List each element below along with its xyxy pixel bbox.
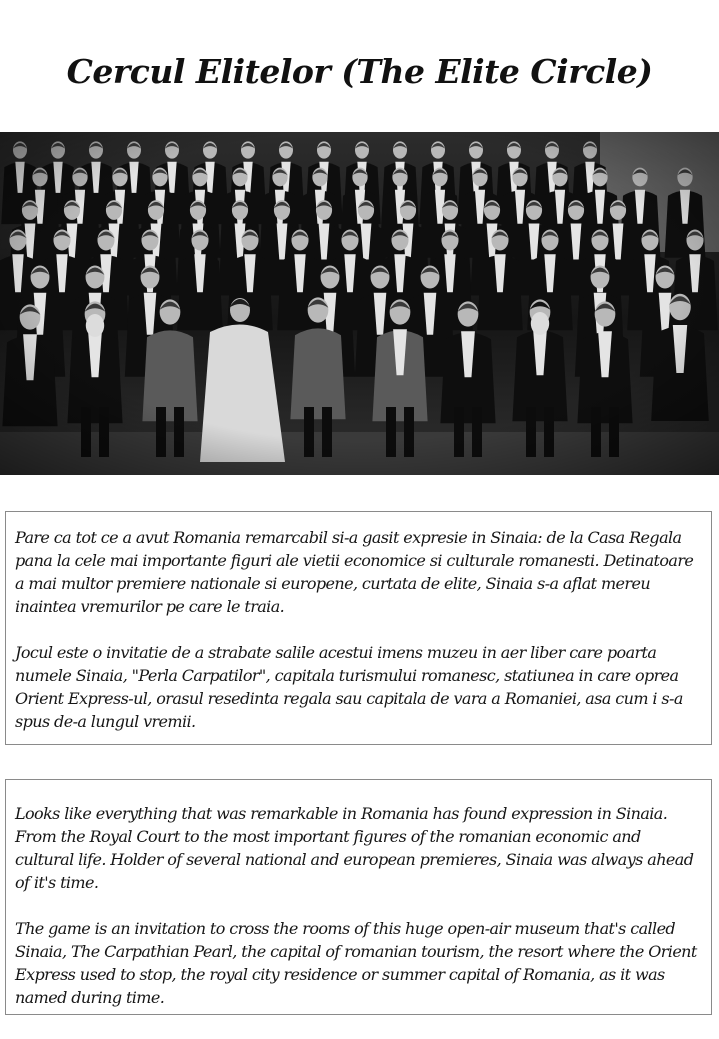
group-portrait-image: [0, 132, 719, 475]
english-paragraph-2: The game is an invitation to cross the rooms of this huge open-air museum that's called Sinaia, The Carpathian Pearl, the capital of romanian tourism, the resort where the Orient Express used to stop, the royal city residence or summer capital of Romania, as it was named during time.: [15, 919, 697, 1007]
romanian-description-box: [5, 511, 712, 745]
photo-vignette: [0, 132, 719, 475]
page-title: Cercul Elitelor (The Elite Circle): [66, 52, 653, 91]
romanian-paragraph-2: Jocul este o invitatie de a strabate salile acestui imens muzeu in aer liber care poarta numele Sinaia, "Perla Carpatilor", capitala turismului romanesc, statiunea in care oprea Orient Express-ul, orasul resedinta regala sau capitala de vara a Romaniei, asa cum i s-a spus de-a lungul vremii.: [15, 643, 683, 731]
english-paragraph-1: Looks like everything that was remarkable in Romania has found expression in Sinaia. From the Royal Court to the most important figures of the romanian economic and cultural life. Holder of several national and european premieres, Sinaia was always ahead of it's time.: [15, 804, 694, 892]
romanian-paragraph-1: Pare ca tot ce a avut Romania remarcabil si-a gasit expresie in Sinaia: de la Casa Regala pana la cele mai importante figuri ale vietii economice si culturale romanesti. Detinatoare a mai multor premiere nationale si europene, curtata de elite, Sinaia s-a aflat mereu inaintea vremurilor pe care le traia.: [15, 528, 694, 616]
group-portrait-photo: [0, 132, 719, 475]
english-description-box: [5, 779, 712, 1015]
